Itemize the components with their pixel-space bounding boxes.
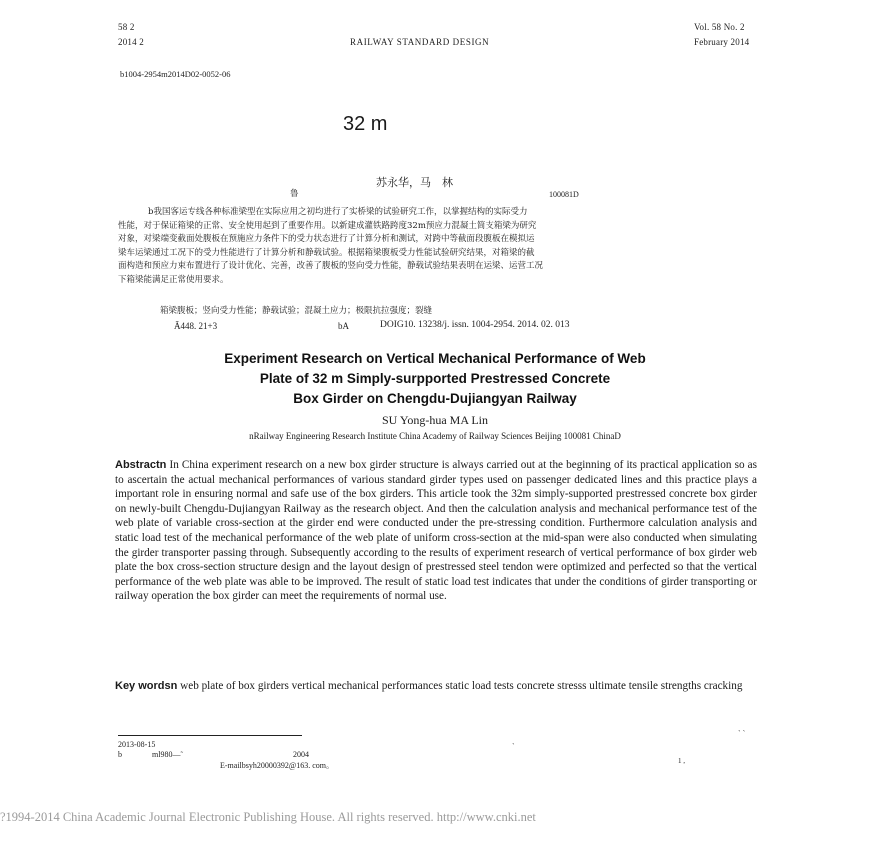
cn-classification: Ã448. 21+3 [174, 321, 218, 331]
copyright-footer: ?1994-2014 China Academic Journal Electronic Publishing House. All rights reserved. http://www.cnki.net [0, 810, 536, 824]
cn-abstract-line: 梁车运梁通过工况下的受力性能进行了计算分析和静载试验。根据箱梁腹板受力性能试验研究结果，对箱梁的截 [118, 247, 535, 258]
en-title-line: Plate of 32 m Simply-surpported Prestressed Concrete [259, 371, 611, 386]
abstract-body: In China experiment research on a new box girder structure is always carried out at the beginning of its practical application so as to ascertain the actual mechanical performances of various standard girder types used on passenger dedicated lines and this practice plays a important role in ensuring normal and safe use of the box girders. This article took the 32m simply-supported prestressed concrete box girder on newly-built Chengdu-Dujiangyan Railway as the research object. And then the calculation analysis and mechanical performance test of the web plate of variable cross-section at the girder end were conducted under the pre-stressing condition. Furthermore calculation analysis and static load test of the mechanical performance of the web plate of uniform cross-section at the mid-span were also conducted when simulating the girder transporter passing through. Subsequently according to the results of experiment research of vertical performance of box girder web plate the box cross-section structure design and the layout design of prestressed steel tendon were optimized and perfected so that the vertical performance of the web plate was able to be improved. The result of static load test indicates that under the conditions of girder transporting or railway operation the box girder can meet the requirements of normal use. [115, 459, 757, 603]
header-year-cn: 2014 2 [118, 37, 144, 47]
en-keywords [115, 679, 757, 694]
cn-title: 32 m [343, 113, 388, 135]
footnote-rule [118, 735, 302, 736]
footnote-bio-year: 2004 [293, 750, 309, 759]
en-abstract [115, 458, 757, 604]
cn-abstract-line: 对象，对梁端变截面处腹板在预施应力条件下的受力状态进行了计算分析和测试，对跨中等截面段腹板在模拟运 [118, 234, 535, 245]
cn-abstract-line: 面构造和预应力束布置进行了设计优化、完善，改善了腹板的竖向受力性能，静载试验结果表明在运梁、运营工况 [118, 261, 544, 272]
en-affiliation: nRailway Engineering Research Institute China Academy of Railway Sciences Beijing 100081 ChinaD [249, 431, 621, 441]
header-volume-cn: 58 2 [118, 22, 135, 32]
journal-name: RAILWAY STANDARD DESIGN [350, 37, 490, 47]
footnote-marks: ` ` [738, 729, 746, 738]
header-date: February 2014 [694, 37, 750, 47]
header-volume: Vol. 58 No. 2 [694, 22, 745, 32]
footnote-email: E-mailbsyh20000392@163. com。 [220, 761, 335, 770]
cn-keywords: 箱梁腹板；竖向受力性能；静载试验；混凝土应力；极限抗拉强度；裂缝 [160, 306, 433, 316]
footnote-bio-marker: b [118, 750, 122, 759]
abstract-label: Abstractn [115, 459, 167, 471]
doi: DOIG10. 13238/j. issn. 1004-2954. 2014. 02. 013 [380, 320, 570, 330]
footnote-mark: ` [512, 742, 515, 751]
cn-abstract-line: 性能，对于保证箱梁的正常、安全使用起到了重要作用。以新建成灌铁路跨度32m预应力混凝土简支箱梁为研究 [118, 220, 537, 231]
footnote-mark-small: 1 , [678, 757, 685, 765]
footnote-bio: ml980—˜ [152, 750, 184, 759]
footnote-received-date: 2013-08-15 [118, 740, 156, 749]
en-title-line: Experiment Research on Vertical Mechanical Performance of Web [224, 351, 646, 366]
cn-affiliation: 鲁 [290, 189, 299, 199]
keywords-body: web plate of box girders vertical mechanical performances static load tests concrete stresss ultimate tensile strengths cracking [180, 680, 743, 692]
cn-postcode: 100081D [549, 190, 579, 199]
keywords-label: Key wordsn [115, 680, 178, 692]
cn-abstract-line: b我国客运专线各种标准梁型在实际应用之初均进行了实桥梁的试验研究工作，以掌握结构的实际受力 [148, 207, 528, 217]
en-title-line: Box Girder on Chengdu-Dujiangyan Railway [293, 391, 577, 406]
cn-abstract [118, 206, 758, 288]
cn-doc-code: bA [338, 321, 349, 331]
en-title [100, 349, 770, 409]
cn-authors: 苏永华，马 林 [376, 176, 453, 189]
cn-abstract-line: 下箱梁能满足正常使用要求。 [118, 274, 229, 285]
en-authors: SU Yong-hua MA Lin [381, 413, 489, 427]
article-code: b1004-2954m2014D02-0052-06 [120, 69, 231, 79]
